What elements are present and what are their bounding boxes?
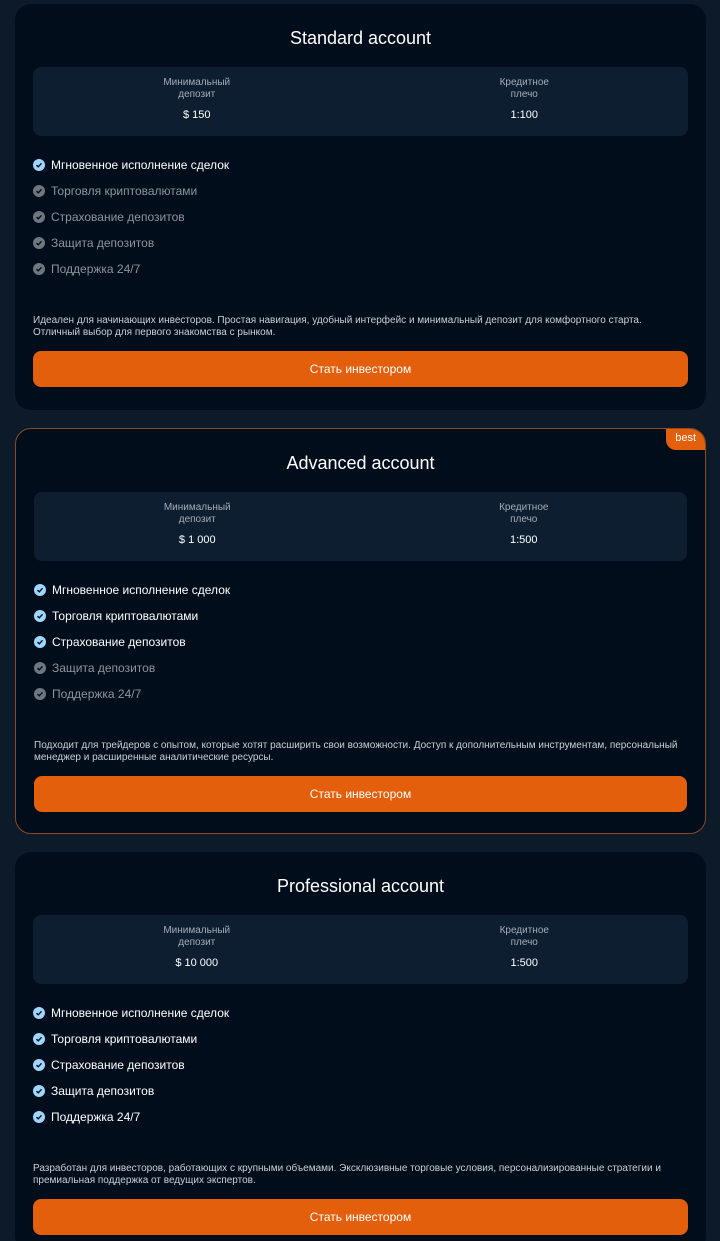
leverage-value: 1:100 <box>510 109 539 121</box>
account-description: Разработан для инвесторов, работающих с крупными объемами. Эксклюзивные торговые условия, персонализированные стратегии и премиальная поддержка от ведущих экспертов. <box>33 1163 661 1186</box>
feature-item <box>33 204 688 230</box>
account-description: Идеален для начинающих инвесторов. Простая навигация, удобный интерфейс и минимальный депозит для комфортного старта. Отличный выбор для первого знакомства с рынком. <box>33 315 642 338</box>
check-circle-icon <box>33 237 45 249</box>
leverage-value: 1:500 <box>510 957 539 969</box>
leverage-stat <box>361 67 689 136</box>
check-circle-icon <box>33 1007 45 1019</box>
feature-item <box>34 629 687 655</box>
account-card-standard <box>15 4 706 410</box>
feature-label: Мгновенное исполнение сделок <box>51 1006 230 1020</box>
deposit-label: Минимальный депозит <box>163 925 231 948</box>
check-circle-icon <box>34 610 46 622</box>
feature-label: Поддержка 24/7 <box>52 687 142 701</box>
check-circle-icon <box>33 185 45 197</box>
feature-label: Страхование депозитов <box>51 210 185 224</box>
deposit-stat <box>34 492 361 561</box>
deposit-value: $ 150 <box>182 109 211 121</box>
become-investor-button[interactable]: Стать инвестором <box>33 351 688 387</box>
leverage-value: 1:500 <box>509 534 538 546</box>
check-circle-icon <box>34 688 46 700</box>
check-circle-icon <box>33 1059 45 1071</box>
account-card-professional <box>15 852 706 1241</box>
feature-label: Торговля криптовалютами <box>51 184 198 198</box>
check-circle-icon <box>33 1085 45 1097</box>
feature-item <box>34 577 687 603</box>
deposit-stat <box>33 915 361 984</box>
feature-label: Мгновенное исполнение сделок <box>51 158 230 172</box>
deposit-stat <box>33 67 361 136</box>
card-title: Advanced account <box>286 453 435 473</box>
feature-label: Страхование депозитов <box>51 1058 185 1072</box>
check-circle-icon <box>33 263 45 275</box>
feature-list <box>33 1000 688 1130</box>
deposit-value: $ 1 000 <box>178 534 216 546</box>
check-circle-icon <box>33 1033 45 1045</box>
deposit-value: $ 10 000 <box>175 957 219 969</box>
feature-item <box>33 1052 688 1078</box>
card-title: Standard account <box>289 28 432 48</box>
deposit-label: Минимальный депозит <box>163 77 231 100</box>
feature-item <box>33 1000 688 1026</box>
account-stats <box>33 67 688 136</box>
feature-label: Торговля криптовалютами <box>52 609 199 623</box>
leverage-label: Кредитное плечо <box>499 77 549 100</box>
feature-item <box>33 152 688 178</box>
card-title: Professional account <box>276 876 445 896</box>
feature-item <box>33 256 688 282</box>
become-investor-button[interactable]: Стать инвестором <box>34 776 687 812</box>
leverage-label: Кредитное плечо <box>499 925 549 948</box>
feature-list <box>34 577 687 707</box>
check-circle-icon <box>34 584 46 596</box>
become-investor-button[interactable]: Стать инвестором <box>33 1199 688 1235</box>
check-circle-icon <box>33 159 45 171</box>
feature-item <box>33 1104 688 1130</box>
feature-label: Защита депозитов <box>51 236 155 250</box>
check-circle-icon <box>34 636 46 648</box>
feature-list <box>33 152 688 282</box>
account-card-advanced <box>15 428 706 834</box>
best-badge: best <box>666 429 705 450</box>
feature-label: Поддержка 24/7 <box>51 1110 141 1124</box>
check-circle-icon <box>33 211 45 223</box>
feature-label: Поддержка 24/7 <box>51 262 141 276</box>
deposit-label: Минимальный депозит <box>163 502 231 525</box>
account-stats <box>33 915 688 984</box>
feature-item <box>34 603 687 629</box>
feature-item <box>33 230 688 256</box>
feature-label: Торговля криптовалютами <box>51 1032 198 1046</box>
feature-label: Защита депозитов <box>51 1084 155 1098</box>
feature-item <box>33 1026 688 1052</box>
leverage-stat <box>361 915 689 984</box>
account-description: Подходит для трейдеров с опытом, которые хотят расширить свои возможности. Доступ к дополнительным инструментам, персональный менеджер и расширенные аналитические ресурсы. <box>34 740 678 763</box>
feature-item <box>33 178 688 204</box>
feature-label: Защита депозитов <box>52 661 156 675</box>
check-circle-icon <box>34 662 46 674</box>
feature-item <box>34 681 687 707</box>
check-circle-icon <box>33 1111 45 1123</box>
feature-item <box>33 1078 688 1104</box>
leverage-stat <box>361 492 688 561</box>
feature-label: Мгновенное исполнение сделок <box>52 583 231 597</box>
leverage-label: Кредитное плечо <box>499 502 549 525</box>
feature-label: Страхование депозитов <box>52 635 186 649</box>
account-stats <box>34 492 687 561</box>
feature-item <box>34 655 687 681</box>
